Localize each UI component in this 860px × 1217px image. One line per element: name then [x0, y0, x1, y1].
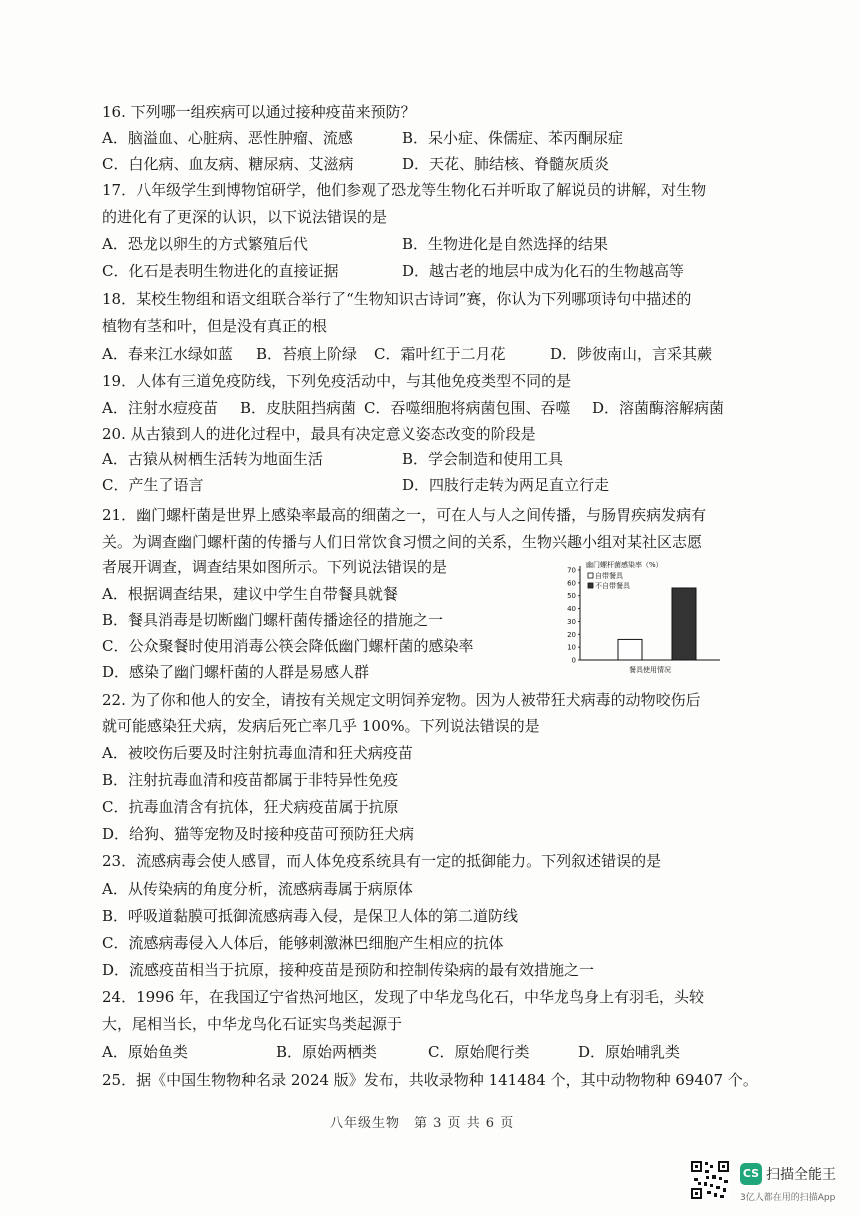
page-footer: 八年级生物 第 3 页 共 6 页: [330, 1116, 515, 1131]
q18-option-a: A．春来江水绿如蓝: [102, 345, 233, 363]
y-tick-label: 30: [567, 617, 576, 626]
q24-option-b: B．原始两栖类: [276, 1043, 378, 1061]
q19-option-b: B．皮肤阻挡病菌: [240, 399, 357, 417]
q20-stem: 20. 从古猿到人的进化过程中，最具有决定意义姿态改变的阶段是: [102, 425, 536, 443]
legend-swatch: [588, 573, 593, 578]
y-tick-label: 70: [567, 566, 576, 575]
q22-option-b: B．注射抗毒血清和疫苗都属于非特异性免疫: [102, 771, 399, 789]
q17-option-b: B．生物进化是自然选择的结果: [402, 235, 609, 253]
q21-option-d: D．感染了幽门螺杆菌的人群是易感人群: [102, 663, 370, 681]
q19-stem: 19．人体有三道免疫防线，下列免疫活动中，与其他免疫类型不同的是: [102, 372, 572, 390]
q21-option-b: B．餐具消毒是切断幽门螺杆菌传播途径的措施之一: [102, 611, 444, 629]
q18-option-c: C．霜叶红于二月花: [374, 345, 506, 363]
q19-option-d: D．溶菌酶溶解病菌: [592, 399, 725, 417]
q17-option-a: A．恐龙以卵生的方式繁殖后代: [102, 235, 308, 253]
scanner-brand-name: 扫描全能王: [766, 1167, 836, 1183]
scanner-brand-tagline: 3亿人都在用的扫描App: [740, 1193, 836, 1203]
q20-option-a: A．古猿从树栖生活转为地面生活: [102, 450, 323, 468]
y-tick-label: 40: [567, 605, 576, 614]
y-tick-label: 0: [571, 656, 576, 665]
q20-option-c: C．产生了语言: [102, 476, 204, 494]
q22-option-d: D．给狗、猫等宠物及时接种疫苗可预防狂犬病: [102, 825, 415, 843]
q21-stem-line3: 者展开调查，调查结果如图所示。下列说法错误的是: [102, 558, 448, 576]
chart-title: 幽门螺杆菌感染率（%）: [586, 561, 663, 569]
q19-option-c: C．吞噬细胞将病菌包围、吞噬: [364, 399, 571, 417]
q22-option-a: A．被咬伤后要及时注射抗毒血清和狂犬病疫苗: [102, 744, 413, 762]
q23-option-c: C．流感病毒侵入人体后，能够刺激淋巴细胞产生相应的抗体: [102, 934, 504, 952]
q16-option-c: C．白化病、血友病、糖尿病、艾滋病: [102, 155, 354, 173]
q18-option-d: D．陟彼南山，言采其蕨: [550, 345, 713, 363]
q23-option-a: A．从传染病的角度分析，流感病毒属于病原体: [102, 880, 413, 898]
q22-option-c: C．抗毒血清含有抗体，狂犬病疫苗属于抗原: [102, 798, 399, 816]
q22-stem-line2: 就可能感染狂犬病，发病后死亡率几乎 100%。下列说法错误的是: [102, 717, 540, 735]
x-axis-label: 餐具使用情况: [629, 666, 671, 674]
q17-option-d: D．越古老的地层中成为化石的生物越高等: [402, 262, 685, 280]
q21-bar-chart: [558, 560, 728, 680]
y-tick-label: 60: [567, 579, 576, 588]
q23-option-b: B．呼吸道黏膜可抵御流感病毒入侵，是保卫人体的第二道防线: [102, 907, 519, 925]
q21-option-a: A．根据调查结果，建议中学生自带餐具就餐: [102, 585, 398, 603]
q21-stem-line2: 关。为调查幽门螺杆菌的传播与人们日常饮食习惯之间的关系，生物兴趣小组对某社区志愿: [102, 533, 703, 551]
q18-stem-line2: 植物有茎和叶，但是没有真正的根: [102, 317, 328, 335]
q16-option-d: D．天花、肺结核、脊髓灰质炎: [402, 155, 610, 173]
q24-option-c: C．原始爬行类: [428, 1043, 530, 1061]
q16-option-b: B．呆小症、侏儒症、苯丙酮尿症: [402, 129, 624, 147]
q18-stem-line1: 18．某校生物组和语文组联合举行了“生物知识古诗词”赛，你认为下列哪项诗句中描述的: [102, 290, 692, 308]
q20-option-d: D．四肢行走转为两足直立行走: [402, 476, 610, 494]
legend-label: 自带餐具: [595, 572, 623, 580]
q22-stem-line1: 22. 为了你和他人的安全，请按有关规定文明饲养宠物。因为人被带狂犬病毒的动物咬伤后: [102, 691, 701, 709]
camscanner-logo: CS: [740, 1163, 762, 1185]
y-tick-label: 20: [567, 630, 576, 639]
q16-stem: 16. 下列哪一组疾病可以通过接种疫苗来预防？: [102, 103, 416, 121]
q24-stem-line2: 大，尾相当长，中华龙鸟化石证实鸟类起源于: [102, 1015, 403, 1033]
q23-stem: 23．流感病毒会使人感冒，而人体免疫系统具有一定的抵御能力。下列叙述错误的是: [102, 852, 662, 870]
scanner-brand: [740, 1163, 836, 1185]
qr-code-icon: [690, 1160, 730, 1200]
bar-self-utensils: [618, 639, 642, 660]
q17-option-c: C．化石是表明生物进化的直接证据: [102, 262, 339, 280]
q21-stem-line1: 21．幽门螺杆菌是世界上感染率最高的细菌之一，可在人与人之间传播，与肠胃疾病发病有: [102, 506, 707, 524]
q21-option-c: C．公众聚餐时使用消毒公筷会降低幽门螺杆菌的感染率: [102, 637, 474, 655]
legend-label: 不自带餐具: [595, 582, 630, 590]
y-tick-label: 10: [567, 643, 576, 652]
q18-option-b: B．苔痕上阶绿: [256, 345, 358, 363]
q24-option-a: A．原始鱼类: [102, 1043, 188, 1061]
bar-no-self-utensils: [672, 588, 696, 660]
q17-stem-line2: 的进化有了更深的认识，以下说法错误的是: [102, 208, 388, 226]
q19-option-a: A．注射水痘疫苗: [102, 399, 218, 417]
q24-stem-line1: 24．1996 年，在我国辽宁省热河地区，发现了中华龙鸟化石，中华龙鸟身上有羽毛，头较: [102, 988, 705, 1006]
q25-stem: 25．据《中国生物物种名录 2024 版》发布，共收录物种 141484 个，其中动物物种 69407 个。: [102, 1071, 758, 1089]
q20-option-b: B．学会制造和使用工具: [402, 450, 564, 468]
q24-option-d: D．原始哺乳类: [578, 1043, 681, 1061]
y-tick-label: 50: [567, 592, 576, 601]
q23-option-d: D．流感疫苗相当于抗原，接种疫苗是预防和控制传染病的最有效措施之一: [102, 961, 595, 979]
q17-stem-line1: 17．八年级学生到博物馆研学，他们参观了恐龙等生物化石并听取了解说员的讲解，对生物: [102, 181, 707, 199]
legend-swatch: [588, 583, 593, 588]
q16-option-a: A．脑溢血、心脏病、恶性肿瘤、流感: [102, 129, 353, 147]
